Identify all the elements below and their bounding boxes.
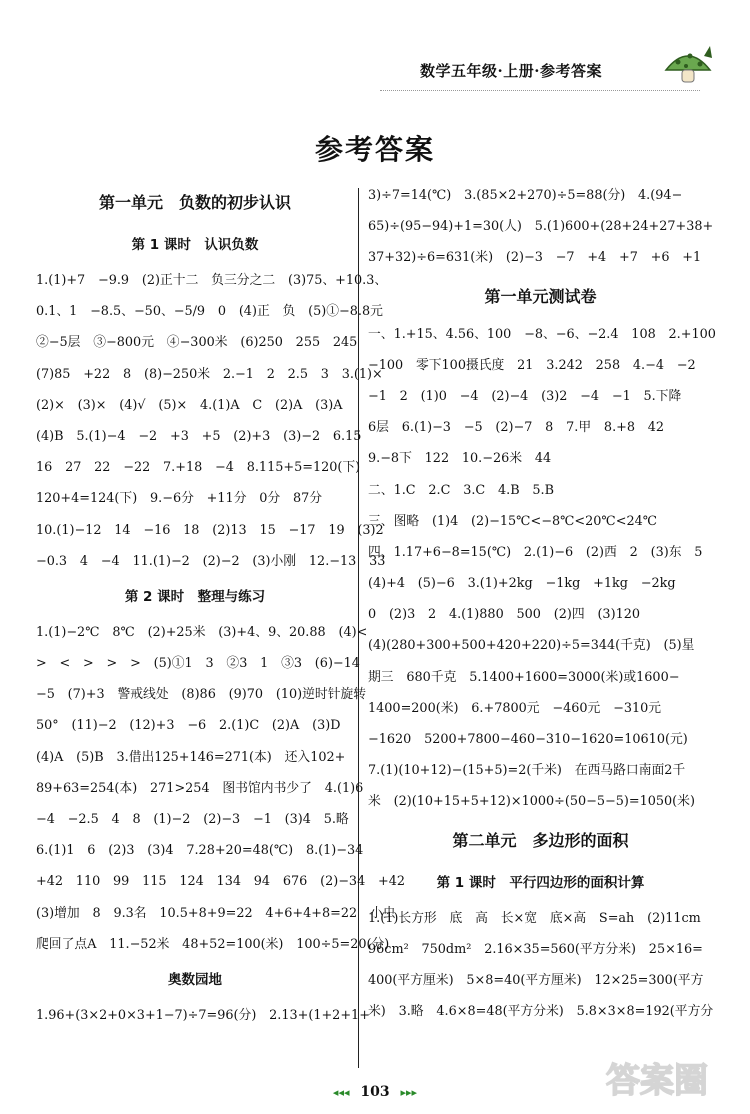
lesson-title: 第 1 课时 认识负数 bbox=[131, 237, 259, 253]
answer-line: +42 110 99 115 124 134 94 676 (2)−34 +42 bbox=[36, 874, 406, 890]
answer-line: 0.1、1 −8.5、−50、−5/9 0 (4)正 负 (5)①−8.8元 bbox=[36, 304, 383, 320]
page-number: 103 bbox=[360, 1084, 390, 1100]
answer-line: 65)÷(95−94)+1=30(人) 5.(1)600+(28+24+27+38+ bbox=[368, 219, 714, 235]
answer-line: 6.(1)1 6 (2)3 (3)4 7.28+20=48(℃) 8.(1)−34 bbox=[36, 843, 364, 859]
answer-line: 16 27 22 −22 7.+18 −4 8.115+5=120(下) bbox=[36, 460, 361, 476]
answer-line: −100 零下100摄氏度 21 3.242 258 4.−4 −2 bbox=[368, 357, 696, 373]
answer-line: 期三 680千克 5.1400+1600=3000(米)或1600− bbox=[368, 669, 680, 685]
answer-line: −1 2 (1)0 −4 (2)−4 (3)2 −4 −1 5.下降 bbox=[368, 388, 682, 404]
answer-line: 0 (2)3 2 4.(1)880 500 (2)四 (3)120 bbox=[368, 607, 640, 623]
answer-line: 89+63=254(本) 271>254 图书馆内书少了 4.(1)6 bbox=[36, 780, 364, 796]
answer-line: −5 (7)+3 警戒线处 (8)86 (9)70 (10)逆时针旋转 bbox=[36, 687, 367, 703]
test-title: 第一单元测试卷 bbox=[484, 286, 597, 306]
answer-line: (4)B 5.(1)−4 −2 +3 +5 (2)+3 (3)−2 6.15 bbox=[36, 428, 362, 444]
mushroom-logo-icon bbox=[660, 42, 716, 90]
answer-line: 400(平方厘米) 5×8=40(平方厘米) 12×25=300(平方 bbox=[368, 972, 704, 988]
next-arrows-icon: ▸▸▸ bbox=[400, 1086, 418, 1099]
answer-line: 一、1.+15、4.56、100 −8、−6、−2.4 108 2.+100 bbox=[368, 326, 716, 342]
answer-line: 1.96+(3×2+0×3+1−7)÷7=96(分) 2.13+(1+2+1+ bbox=[36, 1007, 370, 1023]
answer-line: −4 −2.5 4 8 (1)−2 (2)−3 −1 (3)4 5.略 bbox=[36, 812, 349, 827]
answer-line: 1.(1)长方形 底 高 长×宽 底×高 S=ah (2)11cm bbox=[368, 910, 701, 926]
prev-arrows-icon: ◂◂◂ bbox=[332, 1086, 350, 1099]
answer-line: (2)× (3)× (4)√ (5)× 4.(1)A C (2)A (3)A bbox=[36, 397, 343, 413]
answer-line: > < > > > (5)①1 3 ②3 1 ③3 (6)−14 bbox=[36, 656, 360, 672]
page-title: 参考答案 bbox=[314, 133, 435, 166]
answer-line: 爬回了点A 11.−52米 48+52=100(米) 100÷5=20(分) bbox=[36, 936, 390, 952]
answer-line: 1.(1)+7 −9.9 (2)正十二 负三分之二 (3)75、+10.3、 bbox=[36, 273, 388, 288]
right-column bbox=[368, 180, 716, 1027]
running-header: 数学五年级·上册·参考答案 bbox=[420, 62, 602, 80]
unit-title: 第一单元 负数的初步认识 bbox=[98, 193, 291, 212]
answer-line: 96cm² 750dm² 2.16×35=560(平方分米) 25×16= bbox=[368, 941, 703, 957]
header-divider bbox=[380, 90, 700, 91]
answer-line: 10.(1)−12 14 −16 18 (2)13 15 −17 19 (3)2 bbox=[36, 522, 384, 538]
answer-line: (3)增加 8 9.3名 10.5+8+9=22 4+6+4+8=22 小虫 bbox=[36, 905, 396, 921]
answer-line: 120+4=124(下) 9.−6分 +11分 0分 87分 bbox=[36, 491, 323, 507]
answer-line: −0.3 4 −4 11.(1)−2 (2)−2 (3)小刚 12.−13 33 bbox=[36, 553, 386, 569]
answer-line: 三、图略 (1)4 (2)−15℃<−8℃<20℃<24℃ bbox=[368, 513, 658, 529]
lesson-title: 第 1 课时 平行四边形的面积计算 bbox=[436, 874, 645, 891]
lesson1-answers bbox=[36, 265, 388, 577]
unit-title: 第二单元 多边形的面积 bbox=[452, 830, 629, 850]
left-column bbox=[36, 180, 406, 1031]
answer-line: ②−5层 ③−800元 ④−300米 (6)250 255 245 bbox=[36, 335, 358, 351]
answer-line: 9.−8下 122 10.−26米 44 bbox=[368, 451, 552, 467]
lesson-title: 第 2 课时 整理与练习 bbox=[124, 588, 266, 605]
watermark-logo-icon bbox=[600, 1050, 740, 1110]
answer-line: 6层 6.(1)−3 −5 (2)−7 8 7.甲 8.+8 42 bbox=[368, 420, 665, 436]
unit2-answers bbox=[368, 903, 713, 1028]
answer-line: 50° (11)−2 (12)+3 −6 2.(1)C (2)A (3)D bbox=[36, 718, 341, 734]
answer-line: 四、1.17+6−8=15(℃) 2.(1)−6 (2)西 2 (3)东 5 bbox=[368, 544, 703, 560]
section-title: 奥数园地 bbox=[168, 971, 222, 988]
answer-line: (7)85 +22 8 (8)−250米 2.−1 2 2.5 3 3.(1)× bbox=[36, 366, 383, 382]
answer-line: −1620 5200+7800−460−310−1620=10610(元) bbox=[368, 732, 688, 747]
lesson2-answers bbox=[36, 617, 406, 960]
answer-line: (4)A (5)B 3.借出125+146=271(本) 还入102+ bbox=[36, 749, 346, 765]
answer-line: 3)÷7=14(℃) 3.(85×2+270)÷5=88(分) 4.(94− bbox=[368, 188, 683, 203]
answer-line: (4)+4 (5)−6 3.(1)+2kg −1kg +1kg −2kg bbox=[368, 576, 676, 592]
svg-text:答案圈: 答案圈 bbox=[606, 1061, 708, 1101]
answer-line: 7.(1)(10+12)−(15+5)=2(千米) 在西马路口南面2千 bbox=[368, 763, 686, 779]
answer-line: 二、1.C 2.C 3.C 4.B 5.B bbox=[368, 482, 555, 498]
answer-line: 1400=200(米) 6.+7800元 −460元 −310元 bbox=[368, 700, 662, 716]
answer-line: 37+32)÷6=631(米) (2)−3 −7 +4 +7 +6 +1 bbox=[368, 250, 702, 266]
answer-line: (4)(280+300+500+420+220)÷5=344(千克) (5)星 bbox=[368, 638, 695, 654]
answer-line: 1.(1)−2℃ 8℃ (2)+25米 (3)+4、9、20.88 (4)< bbox=[36, 624, 368, 640]
answer-line: 米 (2)(10+15+5+12)×1000÷(50−5−5)=1050(米) bbox=[368, 794, 695, 810]
test-answers bbox=[368, 319, 716, 818]
answer-line: 米) 3.略 4.6×8=48(平方分米) 5.8×3×8=192(平方分 bbox=[368, 1004, 714, 1020]
